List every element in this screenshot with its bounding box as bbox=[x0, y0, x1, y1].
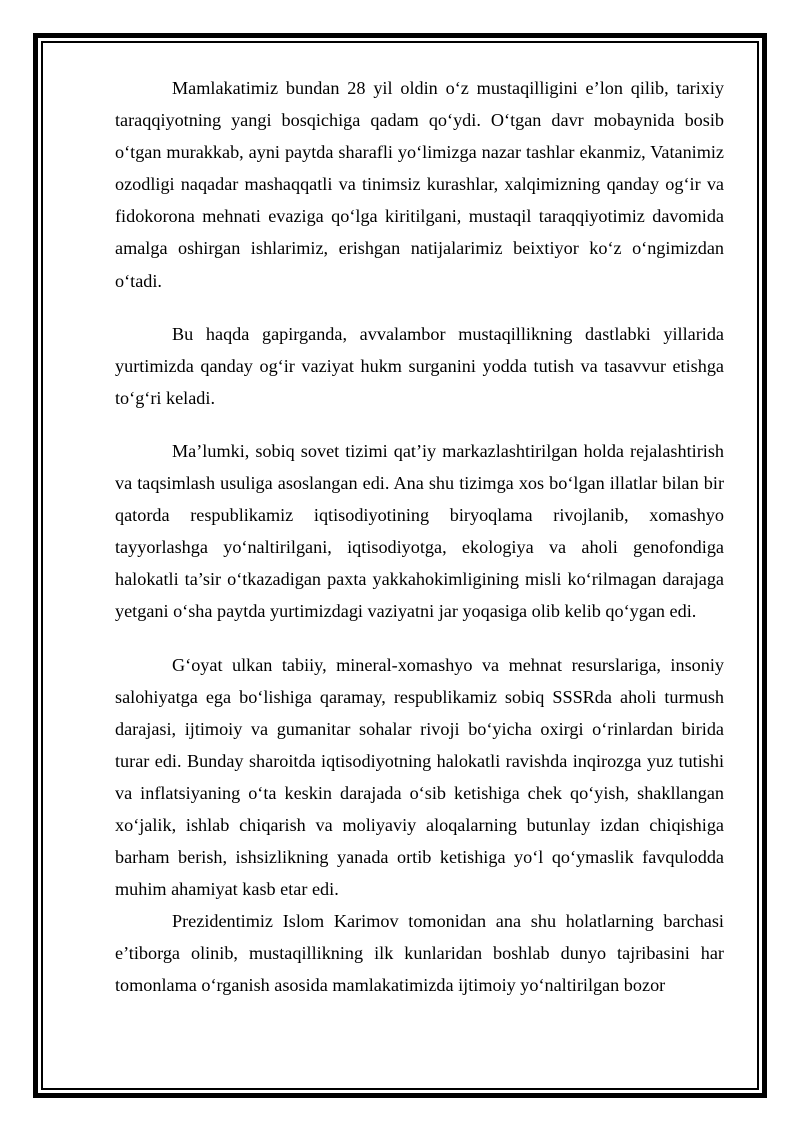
document-body bbox=[115, 72, 724, 1072]
paragraph-1: Mamlakatimiz bundan 28 yil oldin o‘z mustaqilligini e’lon qilib, tarixiy taraqqiyotning yangi bosqichiga qadam qo‘ydi. O‘tgan davr mobaynida bosib o‘tgan murakkab, ayni paytda sharafli yo‘limizga nazar tashlar ekanmiz, Vatanimiz ozodligi naqadar mashaqqatli va tinimsiz kurashlar, xalqimizning qanday og‘ir va fidokorona mehnati evaziga qo‘lga kiritilgani, mustaqil taraqqiyotimiz davomida amalga oshirgan ishlarimiz, erishgan natijalarimiz beixtiyor ko‘z o‘ngimizdan o‘tadi. bbox=[115, 78, 724, 291]
paragraph-4: G‘oyat ulkan tabiiy, mineral-xomashyo va mehnat resurslariga, insoniy salohiyatga ega bo‘lishiga qaramay, respublikamiz sobiq SSSRda aholi turmush darajasi, ijtimoiy va gumanitar sohalar rivoji bo‘yicha oxirgi o‘rinlardan birida turar edi. Bunday sharoitda iqtisodiyotning halokatli ravishda inqirozga yuz tutishi va inflatsiyaning o‘ta keskin darajada o‘sib ketishiga chek qo‘yish, shakllangan xo‘jalik, ishlab chiqarish va moliyaviy aloqalarning butunlay izdan chiqishiga barham berish, ishsizlikning yanada ortib ketishiga yo‘l qo‘ymaslik favqulodda muhim ahamiyat kasb etar edi. bbox=[115, 654, 724, 900]
paragraph-3: Ma’lumki, sobiq sovet tizimi qat’iy markazlashtirilgan holda rejalashtirish va taqsimlash usuliga asoslangan edi. Ana shu tizimga xos bo‘lgan illatlar bilan bir qatorda respublikamiz iqtisodiyotining biryoqlama rivojlanib, xomashyo tayyorlashga yo‘naltirilgani, iqtisodiyotga, ekologiya va aholi genofondiga halokatli ta’sir o‘tkazadigan paxta yakkahokimligining misli ko‘rilmagan darajaga yetgani o‘sha paytda yurtimizdagi vaziyatni jar yoqasiga olib kelib qo‘ygan edi. bbox=[115, 440, 724, 622]
paragraph-2: Bu haqda gapirganda, avvalambor mustaqillikning dastlabki yillarida yurtimizda qanday og‘ir vaziyat hukm surganini yodda tutish va tasavvur etishga to‘g‘ri keladi. bbox=[115, 323, 724, 408]
paragraph-5: Prezidentimiz Islom Karimov tomonidan ana shu holatlarning barchasi e’tiborga olinib, mustaqillikning ilk kunlaridan boshlab dunyo tajribasini har tomonlama o‘rganish asosida mamlakatimizda ijtimoiy yo‘naltirilgan bozor bbox=[115, 911, 724, 996]
